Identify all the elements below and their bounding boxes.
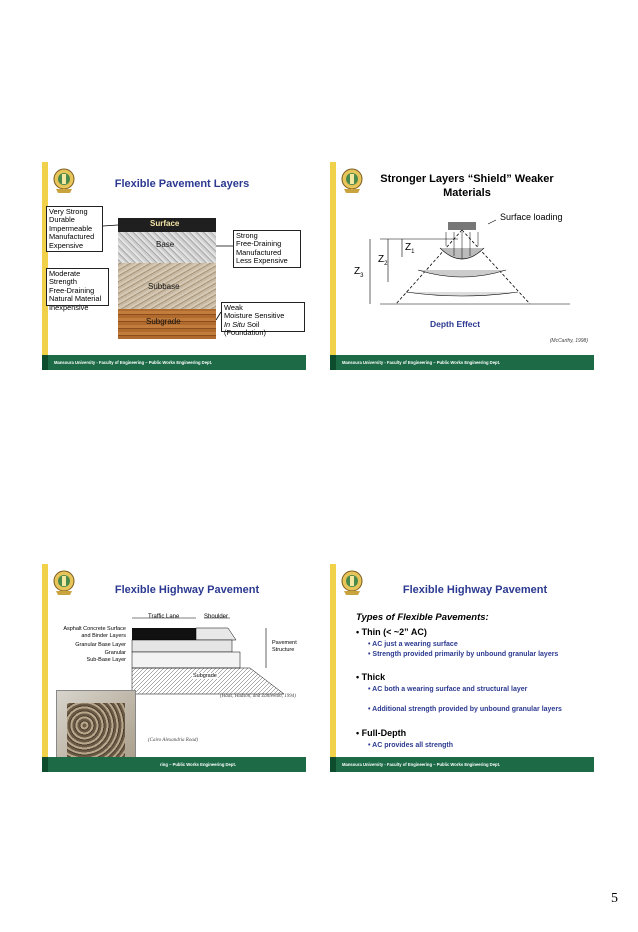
z1-sub: 1 bbox=[411, 249, 415, 255]
photo-caption: (Cairo Alexandria Road) bbox=[148, 738, 198, 743]
text-line: Impermeable bbox=[49, 223, 93, 233]
text-line: Granular bbox=[104, 650, 126, 656]
text-line: Structure bbox=[272, 647, 295, 653]
text-line: Very Strong bbox=[49, 207, 88, 216]
bullet-head: Thin (< ~2” AC) bbox=[361, 627, 427, 637]
subgrade-label: Subgrade bbox=[193, 673, 217, 679]
sub-bullet: • AC both a wearing surface and structural layer bbox=[368, 686, 528, 693]
slide-footer: Mansoura University - Faculty of Engineering – Public Works Engineering Dept. bbox=[330, 355, 594, 370]
label-base: Base bbox=[156, 240, 175, 249]
z2-sub: 2 bbox=[384, 261, 388, 267]
photo-aggregate bbox=[67, 703, 125, 759]
surface-loading-label: Surface loading bbox=[500, 212, 563, 222]
figure-caption: Depth Effect bbox=[430, 319, 481, 329]
slide-flexible-highway-pavement-figure bbox=[42, 564, 306, 772]
slide-footer: ring – Public Works Engineering Dept. bbox=[42, 757, 306, 772]
text-line: Moisture Sensitive bbox=[224, 311, 285, 321]
figure-citation: (McCarthy, 1998) bbox=[549, 338, 588, 344]
text-line: Pavement bbox=[272, 640, 297, 646]
text-line: Free-Draining bbox=[49, 285, 95, 295]
text-line: Inexpensive bbox=[49, 302, 89, 312]
slide-title: Flexible Pavement Layers bbox=[114, 178, 250, 190]
bullet-thick: • Thick bbox=[356, 672, 386, 682]
footer-strip bbox=[42, 757, 48, 772]
figure-citation: (Haas, Hudson, and Zaniewski, 1994) bbox=[220, 694, 296, 699]
sub-bullet: • AC provides all strength bbox=[368, 742, 454, 749]
university-logo bbox=[52, 568, 76, 596]
sub-bullet-text: AC both a wearing surface and structural layer bbox=[372, 686, 528, 693]
university-logo bbox=[340, 568, 364, 596]
slide-types-of-flexible-pavements bbox=[330, 564, 594, 772]
sub-bullet-text: Strength provided primarily by unbound granular layers bbox=[372, 651, 559, 658]
z3-letter: Z bbox=[354, 266, 361, 277]
label-subgrade: Subgrade bbox=[146, 317, 181, 326]
text-line: Expensive bbox=[49, 240, 84, 250]
italic-text: In Situ bbox=[224, 319, 245, 329]
sub-bullet-text: AC provides all strength bbox=[372, 742, 454, 749]
text-line: Asphalt Concrete Surface bbox=[63, 626, 126, 632]
sub-bullet: • Additional strength provided by unbound granular layers bbox=[368, 706, 562, 713]
text-line: Manufactured bbox=[49, 232, 95, 242]
slide-sidebar bbox=[330, 564, 336, 772]
slide-footer: Mansoura University - Faculty of Engineering – Public Works Engineering Dept. bbox=[42, 355, 306, 370]
stress-diagram bbox=[350, 212, 578, 328]
slide-subtitle: Types of Flexible Pavements: bbox=[356, 612, 489, 623]
sub-bullet-text: Additional strength provided by unbound granular layers bbox=[372, 706, 562, 713]
connector-lines bbox=[42, 162, 306, 370]
footer-strip bbox=[330, 355, 336, 370]
bullet-head: Thick bbox=[361, 672, 386, 682]
label-subbase: Subbase bbox=[148, 282, 180, 291]
pavement-structure-label bbox=[272, 640, 297, 654]
subbase-layer-label bbox=[46, 650, 126, 664]
text-line: Manufactured bbox=[236, 247, 282, 257]
slide-title bbox=[360, 172, 574, 200]
title-line-1: Stronger Layers “Shield” Weaker bbox=[380, 173, 554, 185]
slide-stronger-layers bbox=[330, 162, 594, 370]
title-line-2: Materials bbox=[443, 187, 491, 199]
base-layer-label: Granular Base Layer bbox=[75, 642, 126, 648]
label-surface: Surface bbox=[150, 219, 180, 228]
slide-sidebar bbox=[330, 162, 336, 370]
bullet-head: Full-Depth bbox=[361, 728, 407, 738]
z2-label bbox=[378, 254, 387, 267]
shoulder-label: Shoulder bbox=[204, 614, 229, 620]
text-line: Free-Draining bbox=[236, 239, 282, 249]
sub-bullet-text: AC just a wearing surface bbox=[372, 641, 458, 648]
z3-label bbox=[354, 266, 363, 279]
text-line: Moderate Strength bbox=[49, 269, 81, 287]
text-line: Weak bbox=[224, 303, 243, 312]
text-line: Sub-Base Layer bbox=[86, 657, 126, 663]
bullet-thin: • Thin (< ~2” AC) bbox=[356, 627, 427, 637]
text-line: Natural Material bbox=[49, 294, 102, 304]
page-number: 5 bbox=[611, 891, 618, 906]
footer-strip bbox=[330, 757, 336, 772]
footer-strip bbox=[42, 355, 48, 370]
text-line: Less Expensive bbox=[236, 256, 288, 266]
z2-letter: Z bbox=[378, 254, 385, 265]
z3-sub: 3 bbox=[360, 273, 364, 279]
traffic-lane-label: Traffic Lane bbox=[148, 614, 180, 620]
text-rest: Soil (Foundation) bbox=[224, 319, 266, 338]
sub-bullet: • Strength provided primarily by unbound granular layers bbox=[368, 651, 559, 658]
slide-title: Flexible Highway Pavement bbox=[402, 584, 548, 596]
ac-layer-label bbox=[46, 626, 126, 640]
slide-footer: Mansoura University - Faculty of Engineering – Public Works Engineering Dept. bbox=[330, 757, 594, 772]
slide-sidebar bbox=[42, 564, 48, 772]
text-line: Durable bbox=[49, 215, 75, 225]
z1-letter: Z bbox=[405, 242, 412, 253]
text-line: Strong bbox=[236, 231, 258, 240]
stress-distribution-figure bbox=[350, 212, 578, 328]
bullet-full-depth: • Full-Depth bbox=[356, 728, 407, 738]
slide-title: Flexible Highway Pavement bbox=[114, 584, 260, 596]
sub-bullet: • AC just a wearing surface bbox=[368, 641, 458, 648]
slide-flexible-pavement-layers bbox=[42, 162, 306, 370]
text-line: and Binder Layers bbox=[81, 633, 126, 639]
z1-label bbox=[405, 242, 414, 255]
